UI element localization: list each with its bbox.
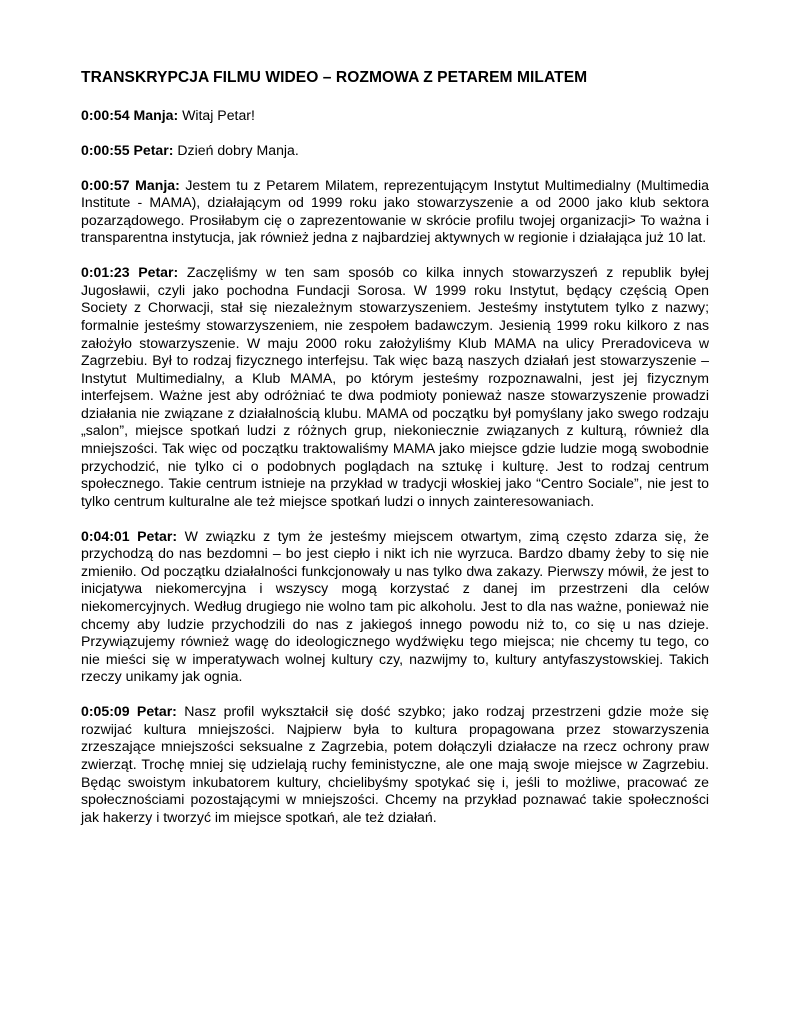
timestamp: 0:00:57 bbox=[81, 176, 130, 193]
timestamp: 0:00:54 bbox=[81, 107, 130, 123]
speaker-name: Petar: bbox=[133, 141, 174, 158]
speaker-name: Petar: bbox=[138, 264, 179, 281]
speaker-name: Manja: bbox=[133, 107, 179, 123]
transcript-entry bbox=[81, 142, 709, 160]
utterance-text: Dzień dobry Manja. bbox=[177, 141, 299, 158]
transcript-entry bbox=[81, 703, 709, 826]
document-title: TRANSKRYPCJA FILMU WIDEO – ROZMOWA Z PETAREM MILATEM bbox=[81, 69, 588, 86]
speaker-name: Manja: bbox=[135, 176, 180, 193]
transcript-entry bbox=[81, 177, 709, 247]
timestamp: 0:04:01 bbox=[81, 527, 130, 544]
timestamp: 0:05:09 bbox=[81, 703, 130, 720]
speaker-name: Petar: bbox=[136, 703, 177, 720]
utterance-text: Jestem tu z Petarem Milatem, reprezentującym Instytut Multimedialny (Multimedia Institute - MAMA), działającym od 1999 roku jako stowarzyszenie a od 2000 jako klub sektora pozarządowego. Prosiłabym cię o zaprezentowanie w skrócie profilu twojej organizacji> To ważna i transparentna instytucja, jak również jedna z najbardziej aktywnych w regionie i działająca już 10 lat. bbox=[81, 176, 709, 246]
transcript-entry bbox=[81, 264, 709, 510]
utterance-text: W związku z tym że jesteśmy miejscem otwartym, zimą często zdarza się, że przychodzą do nas bezdomni – bo jest ciepło i nikt ich nie wyrzuca. Bardzo dbamy żeby to się nie zmieniło. Od początku działalności funkcjonowały u nas tylko dwa zakazy. Pierwszy mówił, że jest to inicjatywa niekomercyjna i wszyscy mogą korzystać z danej im przestrzeni dla celów niekomercyjnych. Według drugiego nie wolno tam pic alkoholu. Jest to dla nas ważne, ponieważ nie chcemy aby ludzie przychodzili do nas z jakiegoś innego powodu niż to, co się u nas dzieje. Przywiązujemy również wagę do ideologicznego wydźwięku tego miejsca; nie chcemy tu tego, co nie mieści się w imperatywach wolnej kultury czy, nazwijmy to, kultury antyfaszystowskiej. Takich rzeczy unikamy jak ognia. bbox=[81, 527, 709, 685]
utterance-text: Nasz profil wykształcił się dość szybko; jako rodzaj przestrzeni gdzie może się rozwijać kultura mniejszości. Najpierw była to kultura propagowana przez stowarzyszenia zrzeszające mniejszości seksualne z Zagrzebia, potem dołączyli działacze na rzecz ochrony praw zwierząt. Trochę mniej się udzielają ruchy feministyczne, ale one mają swoje miejsce w Zagrzebiu. Będąc swoistym inkubatorem kultury, chcielibyśmy spotykać się i, jeśli to możliwe, pracować ze społecznościami pozostającymi w mniejszości. Chcemy na przykład poznawać takie społeczności jak hakerzy i tworzyć im miejsce spotkań, ale też działań. bbox=[81, 703, 710, 825]
transcript-entry bbox=[81, 528, 709, 686]
speaker-name: Petar: bbox=[137, 527, 178, 544]
timestamp: 0:00:55 bbox=[81, 141, 130, 158]
timestamp: 0:01:23 bbox=[81, 264, 130, 281]
transcript-entry bbox=[81, 107, 709, 125]
utterance-text: Zaczęliśmy w ten sam sposób co kilka innych stowarzyszeń z republik byłej Jugosławii, czyli jako pochodna Fundacji Sorosa. W 1999 roku Instytut, będący częścią Open Society z Chorwacji, stał się niezależnym stowarzyszeniem. Jesteśmy instytutem tylko z nazwy; formalnie jesteśmy stowarzyszeniem, nie zespołem badawczym. Jesienią 1999 roku kilkoro z nas założyło stowarzyszenie. W maju 2000 roku założyliśmy Klub MAMA na ulicy Preradoviceva w Zagrzebiu. Był to rodzaj fizycznego interfejsu. Tak więc bazą naszych działań jest stowarzyszenie – Instytut Multimedialny, a Klub MAMA, po którym jesteśmy rozpoznawalni, jest jej fizycznym interfejsem. Ważne jest aby odróżniać te dwa podmioty ponieważ nasze stowarzyszenie prowadzi działania nie związane z działalnością klubu. MAMA od początku był pomyślany jako swego rodzaju „salon”, miejsce spotkań ludzi z różnych grup, niekoniecznie związanych z kulturą, również dla mniejszości. Tak więc od początku traktowaliśmy MAMA jako miejsce gdzie ludzie mogą swobodnie przychodzić, nie tylko ci o podobnych poglądach na sztukę i kulturę. Jest to rodzaj centrum społecznego. Takie centrum istnieje na przykład w tradycji włoskiej jako “Centro Sociale”, nie jest to tylko centrum kulturalne ale też miejsce spotkań ludzi o innych zainteresowaniach. bbox=[81, 264, 710, 509]
utterance-text: Witaj Petar! bbox=[182, 107, 255, 123]
transcript-page bbox=[81, 68, 709, 844]
